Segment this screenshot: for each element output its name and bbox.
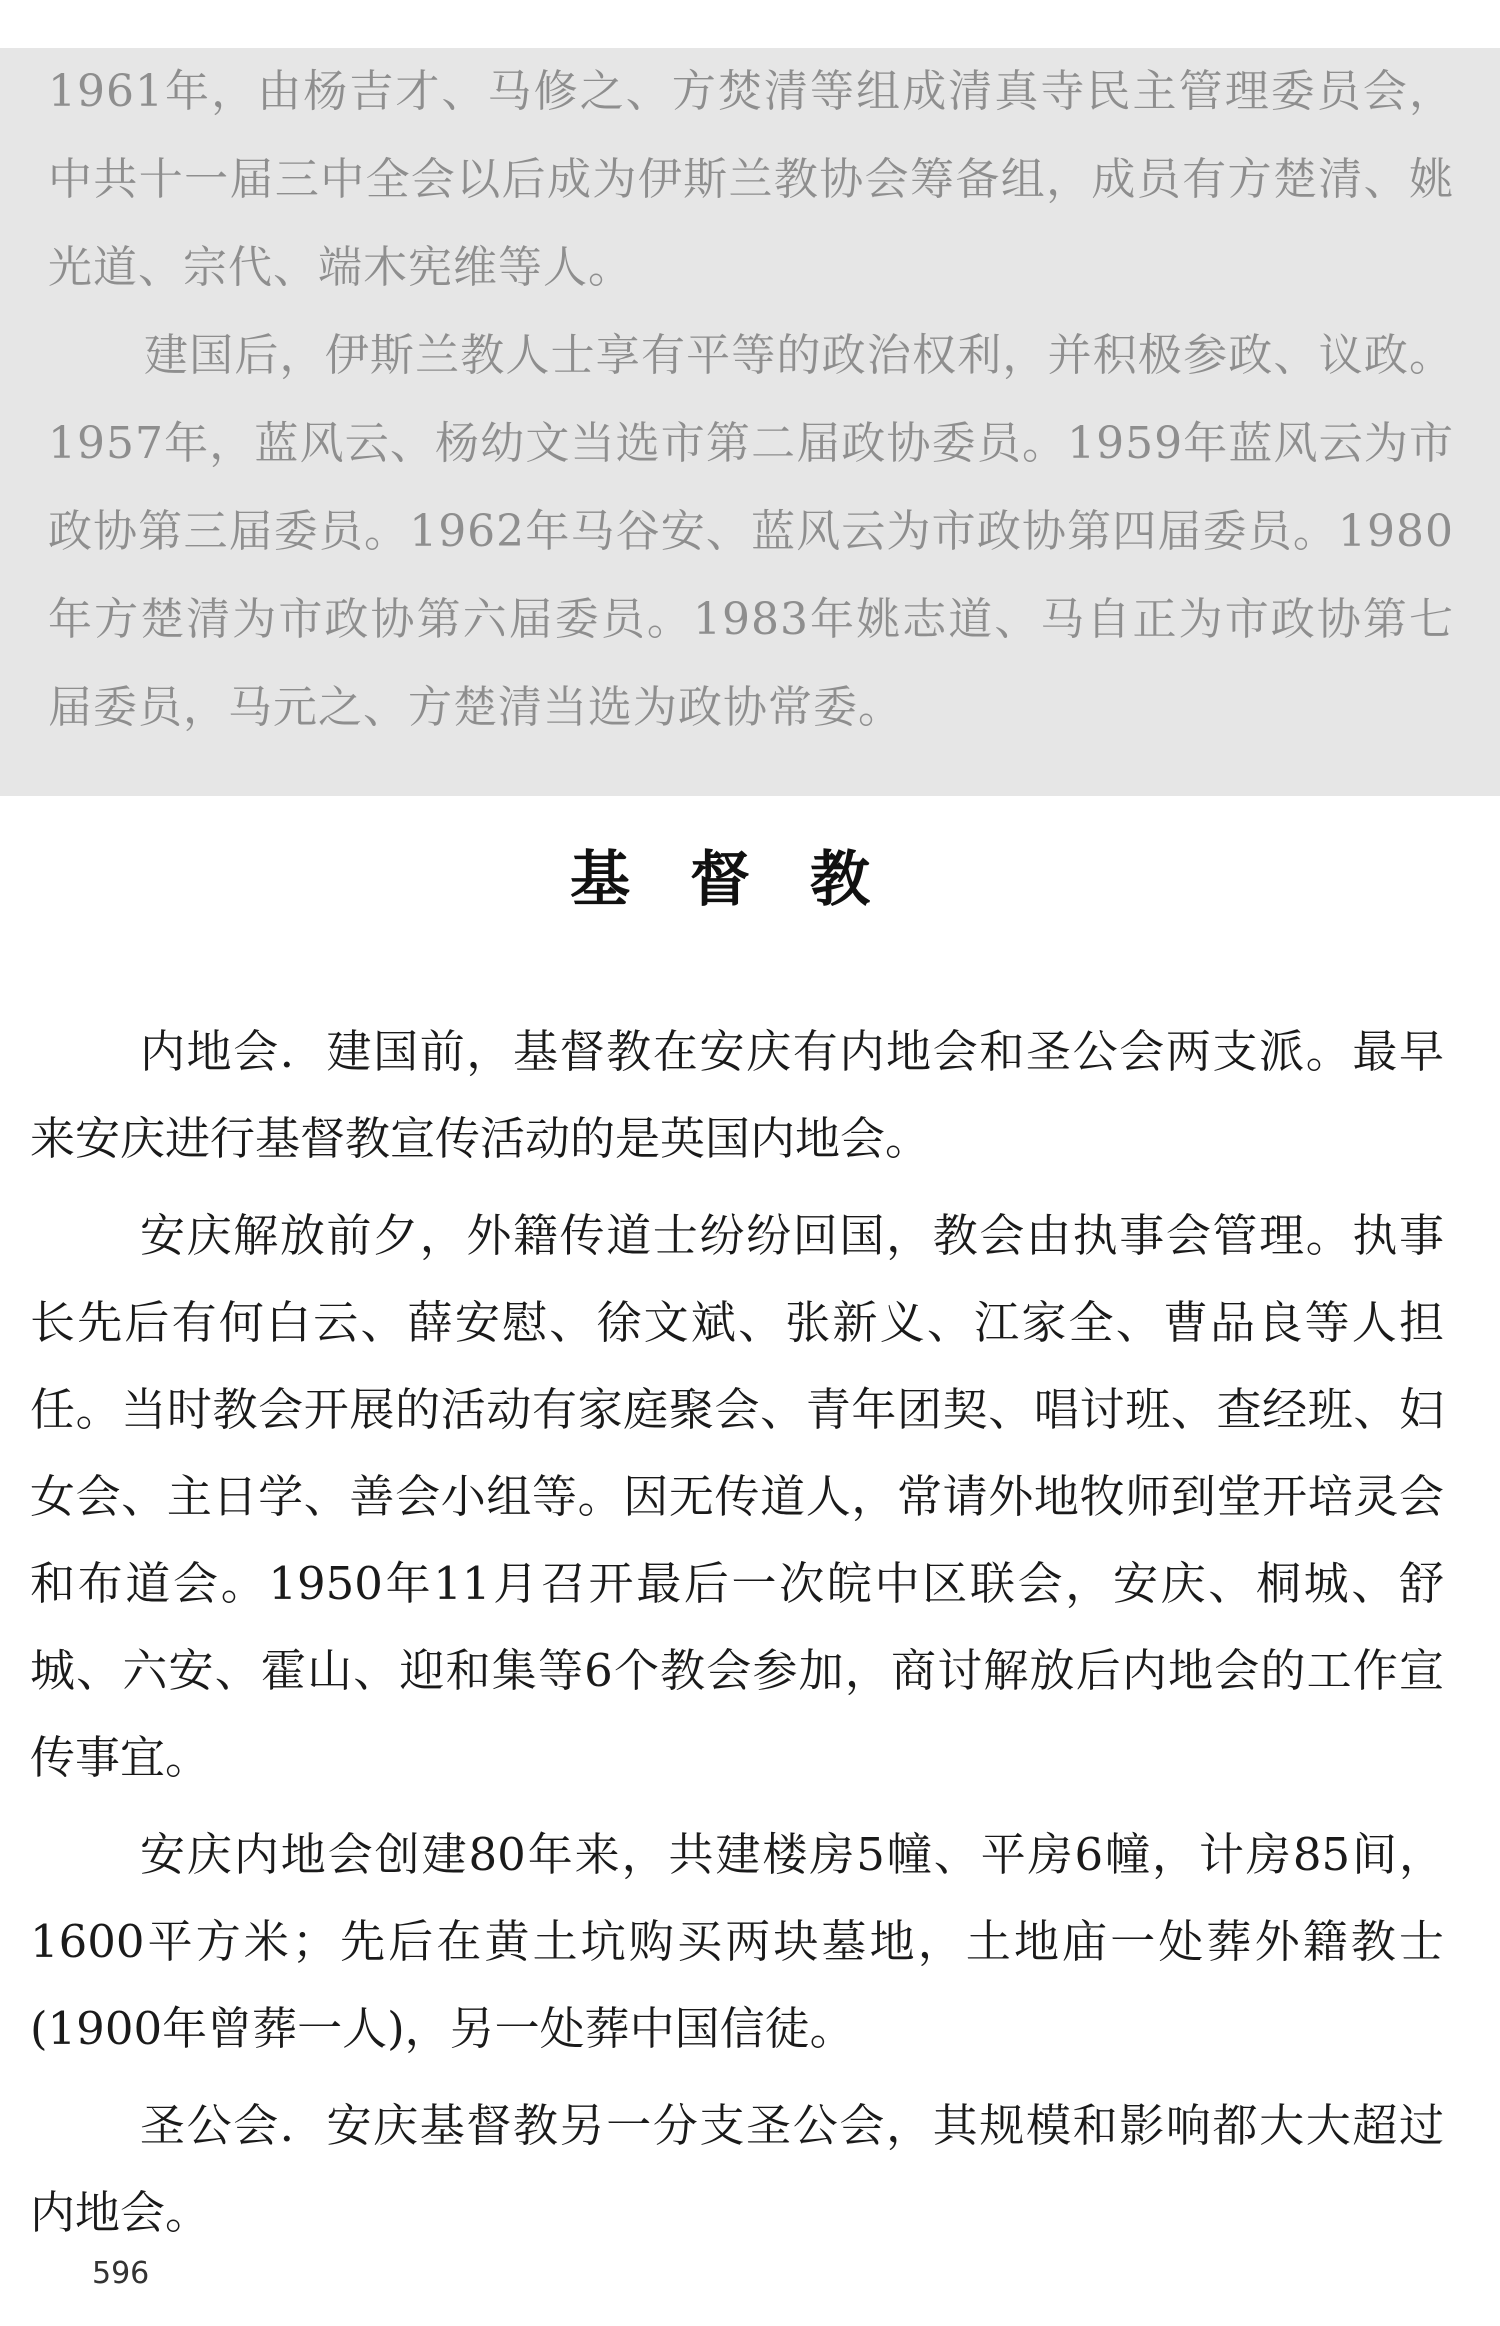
- body-paragraph: 安庆解放前夕，外籍传道士纷纷回国，教会由执事会管理。执事长先后有何白云、薛安慰、徐文斌、张新义、江家全、曹品良等人担任。当时教会开展的活动有家庭聚会、青年团契、唱讨班、查经班、妇女会、主日学、善会小组等。因无传道人，常请外地牧师到堂开培灵会和布道会。1950年11月召开最后一次皖中区联会，安庆、桐城、舒城、六安、霍山、迎和集等6个教会参加，商讨解放后内地会的工作宣传事宜。: [30, 1209, 1444, 1784]
- shaded-paragraph: 建国后，伊斯兰教人士享有平等的政治权利，并积极参政、议政。1957年，蓝风云、杨幼文当选市第二届政协委员。1959年蓝风云为市政协第三届委员。1962年马谷安、蓝风云为市政协第四届委员。1980年方楚清为市政协第六届委员。1983年姚志道、马自正为市政协第七届委员，马元之、方楚清当选为政协常委。: [48, 330, 1454, 733]
- section-title: 基督教: [570, 845, 930, 915]
- page-number: 596: [92, 2256, 150, 2291]
- section-body: [30, 1008, 1444, 2266]
- body-paragraph: 内地会．建国前，基督教在安庆有内地会和圣公会两支派。最早来安庆进行基督教宣传活动的是英国内地会。: [30, 1025, 1444, 1165]
- body-paragraph: 安庆内地会创建80年来，共建楼房5幢、平房6幢，计房85间，1600平方米；先后在黄土坑购买两块墓地，土地庙一处葬外籍教士(1900年曾葬一人)，另一处葬中国信徒。: [30, 1828, 1444, 2055]
- shaded-paragraph: 1961年，由杨吉才、马修之、方焚清等组成清真寺民主管理委员会，中共十一届三中全会以后成为伊斯兰教协会筹备组，成员有方楚清、姚光道、宗代、端木宪维等人。: [48, 66, 1454, 293]
- body-paragraph: 圣公会．安庆基督教另一分支圣公会，其规模和影响都大大超过内地会。: [30, 2099, 1444, 2239]
- shaded-continuation-text: [48, 48, 1454, 752]
